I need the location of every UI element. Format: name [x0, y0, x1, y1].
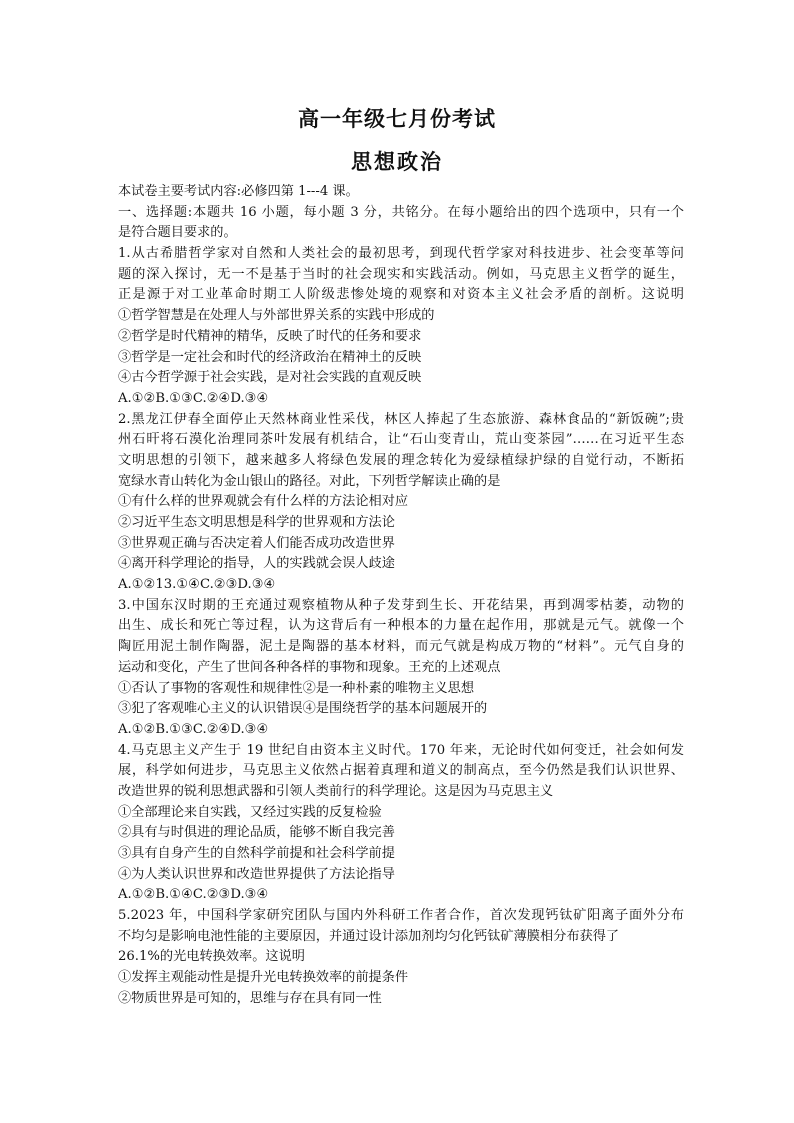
- text-line: ②哲学是时代精神的精华，反映了时代的任务和要求: [118, 328, 422, 344]
- text-line: 是符合题目要求的。: [118, 225, 237, 241]
- text-line: ③犯了客观唯心主义的认识错误④是围绕哲学的基本问题展开的: [118, 701, 488, 717]
- text-line: 本试卷主要考试内容:必修四第 1---4 课。: [118, 184, 359, 199]
- text-line: 5.2023 年，中国科学家研究团队与国内外科研工作者合作，首次发现钙钛矿阳离子面外分布: [118, 908, 684, 924]
- text-line: ③世界观正确与否决定着人们能否成功改造世界: [118, 535, 395, 551]
- text-line: ①发挥主观能动性是提升光电转换效率的前提条件: [118, 970, 409, 986]
- text-line: ④古今哲学源于社会实践，是对社会实践的直观反映: [118, 370, 422, 386]
- text-line: A.①②B.①④C.②③D.③④: [118, 887, 269, 903]
- text-line: 题的深入探讨，无一不是基于当时的社会现实和实践活动。例如，马克思主义哲学的诞生，: [118, 266, 684, 282]
- text-line: ④为人类认识世界和改造世界提供了方法论指导: [118, 866, 395, 882]
- text-line: ③哲学是一定社会和时代的经济政治在精神土的反映: [118, 349, 422, 365]
- subject-title: 思想政治: [351, 150, 443, 174]
- text-line: 正是源于对工业革命时期工人阶级悲惨处境的观察和对资本主义社会矛盾的剖析。这说明: [118, 287, 684, 303]
- text-line: ②物质世界是可知的，思维与存在具有同一性: [118, 990, 382, 1006]
- text-line: ②具有与时俱进的理论品质，能够不断自我完善: [118, 825, 395, 841]
- text-line: A.①②B.①③C.②④D.③④: [118, 390, 269, 406]
- text-line: 1.从古希腊哲学家对自然和人类社会的最初思考，到现代哲学家对科技进步、社会变革等问: [118, 246, 684, 262]
- text-line: 一、选择题:本题共 16 小题，每小题 3 分，共铭分。在每小题给出的四个选项中，只有一个: [118, 204, 684, 220]
- text-line: 4.马克思主义产生于 19 世纪自由资本主义时代。170 年来，无论时代如何变迁，社会如何发: [118, 742, 684, 758]
- text-line: 运动和变化，产生了世间各种各样的事物和现象。王充的上述观点: [118, 659, 501, 675]
- text-line: 不均匀是影响电池性能的主要原因，并通过设计添加剂均匀化钙钛矿薄膜相分布获得了: [118, 928, 620, 944]
- text-line: 2.黑龙江伊春全面停止天然林商业性采伐，林区人捧起了生态旅游、森林食品的“新饭碗”;贵: [118, 411, 684, 427]
- text-line: ①有什么样的世界观就会有什么样的方法论相对应: [118, 494, 409, 510]
- text-line: 文明思想的引领下，越来越多人将绿色发展的理念转化为爱绿植绿护绿的自觉行动，不断拓: [118, 452, 684, 468]
- text-line: ④离开科学理论的指导，人的实践就会误人歧途: [118, 556, 395, 572]
- exam-title: 高一年级七月份考试: [298, 107, 496, 131]
- text-line: 3.中国东汉时期的王充通过观察植物从种子发芽到生长、开花结果，再到凋零枯萎，动物的: [118, 597, 684, 613]
- text-line: ①全部理论来自实践，又经过实践的反复检验: [118, 804, 382, 820]
- text-line: ③具有自身产生的自然科学前提和社会科学前提: [118, 846, 395, 861]
- text-line: 26.1%的光电转换效率。这说明: [118, 949, 305, 965]
- text-line: ①哲学智慧是在处理人与外部世界关系的实践中形成的: [118, 308, 435, 324]
- text-line: ①否认了事物的客观性和规律性②是一种朴素的唯物主义思想: [118, 680, 475, 696]
- text-line: ②习近平生态文明思想是科学的世界观和方法论: [118, 515, 395, 530]
- text-line: 陶匠用泥土制作陶器，泥土是陶器的基本材料，而元气就是构成万物的“材料”。元气自身的: [118, 639, 684, 655]
- text-line: 改造世界的锐利思想武器和引领人类前行的科学理论。这是因为马克思主义: [118, 783, 554, 799]
- text-line: A.①②B.①③C.②④D.③④: [118, 721, 269, 737]
- text-line: 展，科学如何进步，马克思主义依然占据着真理和道义的制高点，至今仍然是我们认识世界、: [118, 763, 684, 779]
- exam-content: [118, 182, 684, 1010]
- text-line: 州石旰将石漠化治理同茶叶发展有机结合，让“石山变青山，荒山变茶园”……在习近平生态: [118, 432, 684, 448]
- text-line: 出生、成长和死亡等过程，认为这背后有一种根本的力量在起作用，那就是元气。就像一个: [118, 618, 684, 634]
- text-line: 宽绿水青山转化为金山银山的路径。对此，下列哲学解读止确的是: [118, 473, 501, 489]
- text-line: A.①②13.①④C.②③D.③④: [118, 577, 276, 593]
